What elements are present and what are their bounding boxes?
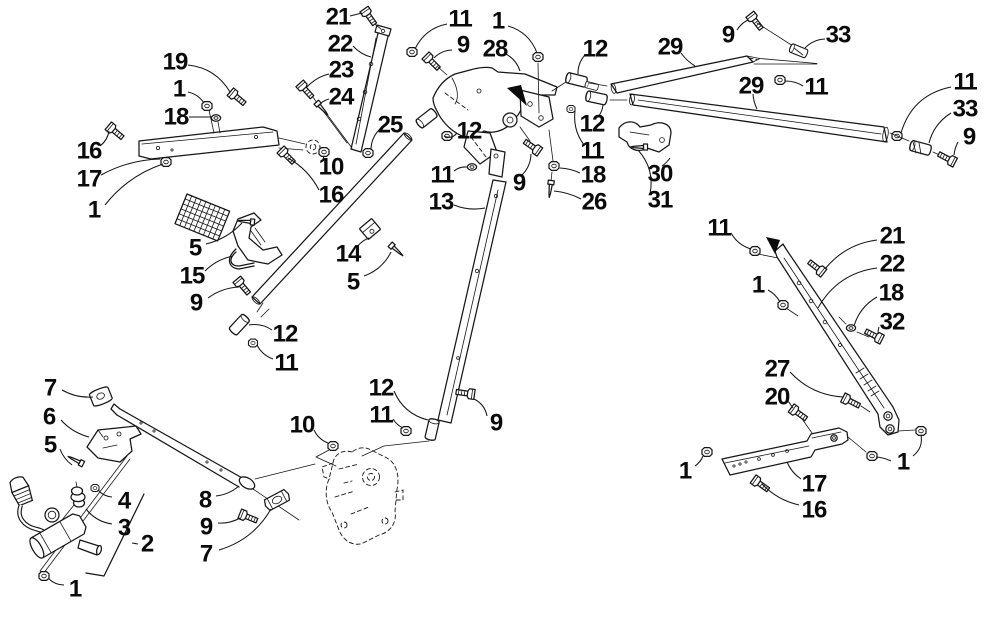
part-steering-rack-plate bbox=[111, 404, 257, 492]
nut-icon bbox=[916, 427, 926, 436]
callout-30: 30 bbox=[647, 160, 673, 188]
nut-icon bbox=[39, 572, 49, 581]
callout-9: 9 bbox=[189, 289, 203, 317]
callout-18: 18 bbox=[878, 279, 904, 307]
leader-line bbox=[876, 457, 891, 461]
bolt-icon bbox=[238, 509, 259, 525]
part-mount-bracket-6 bbox=[87, 426, 141, 462]
callout-9: 9 bbox=[199, 513, 213, 541]
callout-4: 4 bbox=[117, 487, 131, 515]
callout-10: 10 bbox=[318, 153, 344, 181]
callout-1: 1 bbox=[678, 457, 692, 485]
nut-icon bbox=[249, 339, 258, 347]
bolt-icon bbox=[360, 6, 379, 27]
leader-line bbox=[805, 39, 825, 48]
leader-line bbox=[506, 54, 520, 71]
bolt-icon bbox=[227, 88, 248, 108]
callout-1: 1 bbox=[68, 575, 82, 603]
coupler-icon bbox=[425, 418, 440, 441]
callout-9: 9 bbox=[512, 169, 526, 197]
leader-line bbox=[205, 256, 233, 271]
leader-line bbox=[132, 543, 138, 544]
part-lower-support-bar bbox=[722, 428, 848, 475]
callout-22: 22 bbox=[879, 250, 905, 278]
leader-line bbox=[695, 456, 703, 466]
callout-12: 12 bbox=[272, 320, 298, 348]
callout-20: 20 bbox=[764, 383, 790, 411]
callout-9: 9 bbox=[489, 409, 503, 437]
leader-line bbox=[731, 233, 751, 249]
leader-line bbox=[307, 74, 329, 87]
part-outlet-arm bbox=[78, 540, 99, 555]
nut-icon bbox=[702, 448, 712, 457]
callout-21: 21 bbox=[325, 3, 351, 31]
callout-5: 5 bbox=[346, 268, 360, 296]
nut-icon bbox=[867, 452, 877, 461]
leader-line bbox=[353, 46, 371, 57]
coupler-icon bbox=[584, 81, 598, 90]
leader-line bbox=[954, 142, 958, 155]
leader-line bbox=[454, 205, 485, 209]
callout-24: 24 bbox=[328, 83, 354, 111]
leader-line bbox=[560, 168, 580, 173]
leader-line bbox=[49, 579, 64, 585]
nut-icon bbox=[161, 158, 171, 167]
callout-29: 29 bbox=[738, 72, 764, 100]
callout-1: 1 bbox=[491, 7, 505, 35]
callout-21: 21 bbox=[879, 222, 905, 250]
nut-icon bbox=[328, 442, 338, 451]
callout-31: 31 bbox=[647, 186, 673, 214]
callout-1: 1 bbox=[172, 75, 186, 103]
callout-26: 26 bbox=[581, 188, 607, 216]
bolt-icon bbox=[788, 404, 809, 423]
leader-line bbox=[314, 430, 328, 443]
leader-line bbox=[249, 325, 272, 330]
leader-line bbox=[737, 20, 748, 30]
callout-32: 32 bbox=[879, 308, 905, 336]
leader-line bbox=[393, 419, 403, 428]
part-clip bbox=[263, 489, 292, 512]
ghost-tube-section bbox=[306, 140, 320, 154]
callout-9: 9 bbox=[721, 21, 735, 49]
leader-line bbox=[790, 372, 843, 397]
callout-18: 18 bbox=[580, 161, 606, 189]
bolt-icon bbox=[841, 393, 862, 410]
callout-17: 17 bbox=[76, 165, 102, 193]
leader-line bbox=[61, 420, 89, 437]
leader-line bbox=[825, 240, 877, 269]
nut-icon bbox=[549, 162, 559, 171]
bolt-icon bbox=[422, 52, 442, 72]
callout-12: 12 bbox=[368, 374, 394, 402]
callout-15: 15 bbox=[179, 262, 205, 290]
leader-line bbox=[101, 159, 160, 175]
coupler-icon bbox=[228, 313, 250, 336]
callout-1: 1 bbox=[751, 271, 765, 299]
callout-13: 13 bbox=[428, 188, 454, 216]
leader-line bbox=[681, 53, 695, 66]
leader-line bbox=[62, 390, 93, 397]
nut-icon bbox=[533, 53, 543, 62]
callout-5: 5 bbox=[188, 234, 202, 262]
coupler-icon bbox=[565, 72, 588, 87]
bolt-icon bbox=[522, 137, 543, 156]
screw-icon bbox=[546, 180, 554, 198]
leader-line bbox=[474, 399, 487, 416]
callout-16: 16 bbox=[318, 181, 344, 209]
callout-29: 29 bbox=[657, 33, 683, 61]
leader-line bbox=[415, 24, 447, 49]
part-clamp-block bbox=[909, 140, 932, 156]
leader-line bbox=[508, 26, 537, 53]
leader-line bbox=[913, 435, 921, 456]
callout-11: 11 bbox=[804, 73, 828, 101]
callout-12: 12 bbox=[456, 117, 482, 145]
coupler-icon bbox=[585, 91, 608, 106]
leader-line bbox=[768, 290, 780, 302]
callout-11: 11 bbox=[953, 68, 977, 96]
leader-line bbox=[208, 287, 239, 298]
leader-line bbox=[105, 164, 163, 205]
nut-icon bbox=[567, 105, 575, 112]
part-left-brace bbox=[139, 127, 279, 159]
callout-7: 7 bbox=[199, 540, 213, 568]
callout-2: 2 bbox=[140, 530, 154, 558]
callout-1: 1 bbox=[896, 448, 910, 476]
callout-22: 22 bbox=[327, 30, 353, 58]
leader-line bbox=[188, 92, 204, 103]
bolt-icon bbox=[750, 475, 771, 494]
part-clamp bbox=[359, 218, 380, 239]
part-heat-exchanger-grid bbox=[175, 194, 230, 241]
part-connector-plug bbox=[7, 474, 34, 506]
leader-line bbox=[216, 486, 239, 496]
callout-25: 25 bbox=[377, 111, 403, 139]
leader-line bbox=[454, 167, 467, 171]
callout-11: 11 bbox=[274, 349, 298, 377]
callout-1: 1 bbox=[87, 196, 101, 224]
callout-27: 27 bbox=[764, 355, 790, 383]
callout-8: 8 bbox=[198, 486, 212, 514]
leader-line bbox=[350, 13, 362, 16]
leader-line bbox=[364, 252, 391, 276]
leader-line bbox=[818, 268, 877, 308]
leader-line bbox=[86, 509, 112, 524]
callout-33: 33 bbox=[825, 21, 851, 49]
leader-line bbox=[394, 391, 428, 420]
washer-icon bbox=[467, 164, 476, 170]
callout-19: 19 bbox=[162, 48, 188, 76]
part-clamp-block bbox=[788, 43, 808, 58]
callout-11: 11 bbox=[707, 214, 731, 242]
callout-11: 11 bbox=[448, 5, 472, 33]
coupler-icon bbox=[415, 108, 438, 129]
callout-10: 10 bbox=[289, 411, 315, 439]
callout-11: 11 bbox=[580, 137, 604, 165]
leader-line bbox=[854, 297, 877, 326]
leader-line bbox=[787, 462, 801, 479]
callout-9: 9 bbox=[456, 31, 470, 59]
leader-line bbox=[554, 191, 581, 199]
washer-icon bbox=[211, 115, 220, 121]
part-reservoir-cap bbox=[45, 508, 59, 522]
callout-11: 11 bbox=[369, 401, 393, 429]
nut-icon bbox=[775, 76, 785, 85]
ghost-tube-bore bbox=[310, 144, 316, 150]
leader-line bbox=[785, 81, 803, 86]
callout-5: 5 bbox=[43, 431, 57, 459]
callout-16: 16 bbox=[801, 496, 827, 524]
ghost-engine-assembly bbox=[322, 448, 403, 544]
nut-icon bbox=[442, 132, 452, 141]
callout-33: 33 bbox=[952, 95, 978, 123]
callout-18: 18 bbox=[163, 103, 189, 131]
callout-16: 16 bbox=[76, 137, 102, 165]
leader-line bbox=[901, 87, 951, 133]
callout-3: 3 bbox=[117, 514, 131, 542]
callout-6: 6 bbox=[42, 403, 56, 431]
callout-12: 12 bbox=[579, 110, 605, 138]
bolt-icon bbox=[806, 258, 827, 277]
screw-icon bbox=[67, 454, 85, 467]
callout-14: 14 bbox=[335, 240, 361, 268]
leader-line bbox=[257, 345, 273, 359]
bolt-icon bbox=[746, 11, 765, 32]
leader-line bbox=[188, 65, 230, 92]
callout-17: 17 bbox=[801, 470, 827, 498]
callout-23: 23 bbox=[328, 56, 354, 84]
callout-11: 11 bbox=[430, 161, 454, 189]
bolt-icon bbox=[105, 122, 126, 142]
leader-line bbox=[218, 518, 240, 523]
callout-7: 7 bbox=[43, 374, 57, 402]
leader-line bbox=[434, 50, 452, 58]
bolt-icon bbox=[233, 276, 253, 297]
leader-line bbox=[929, 113, 951, 143]
screw-icon bbox=[388, 242, 405, 258]
part-steering-hoop-upper bbox=[610, 56, 817, 94]
callout-28: 28 bbox=[482, 35, 508, 63]
callout-9: 9 bbox=[962, 123, 976, 151]
callout-12: 12 bbox=[582, 35, 608, 63]
